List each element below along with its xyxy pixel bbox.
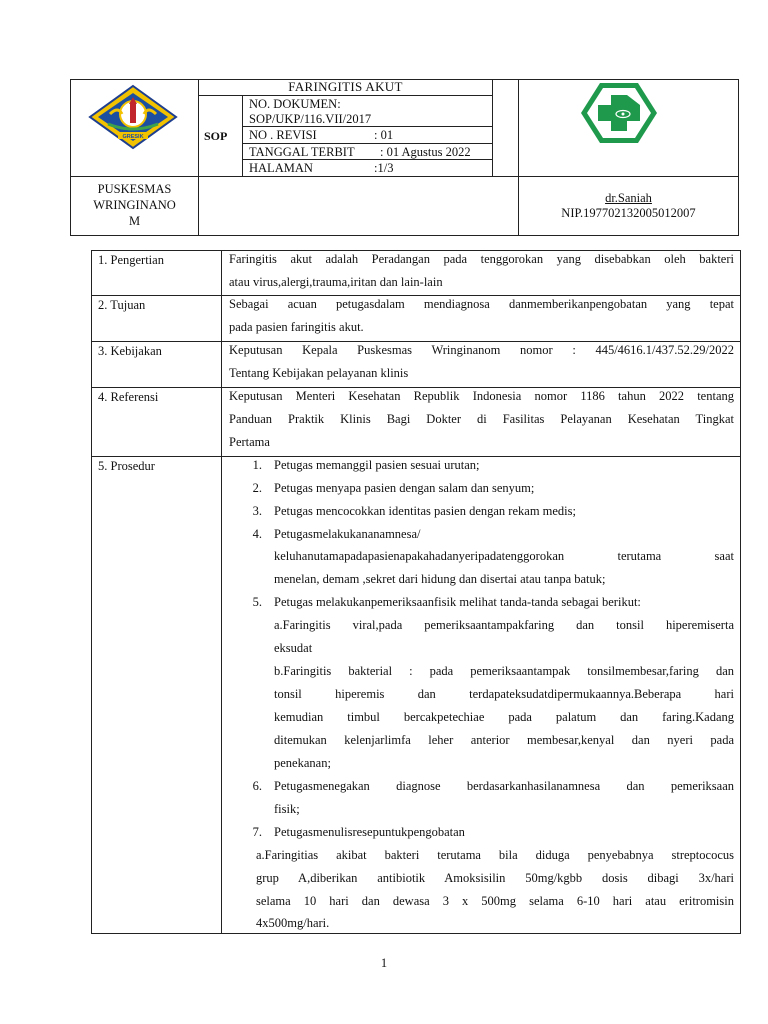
- list-item-number: 2.: [252, 481, 262, 495]
- no-revisi-value: : 01: [374, 128, 394, 142]
- list-item-continuation: menelan, demam ,sekret dari hidung dan disertai atau tanpa batuk;: [274, 572, 606, 586]
- tanggal-terbit-value: : 01 Agustus 2022: [380, 145, 471, 159]
- list-item-number: 3.: [252, 504, 262, 518]
- pengertian-line-2: atau virus,alergi,trauma,iritan dan lain-lain: [229, 275, 443, 289]
- row-label-prosedur: 5. Prosedur: [98, 459, 155, 473]
- list-item-continuation: ditemukan kelenjarlimfa leher anterior membesar,kenyal dan nyeri pada: [274, 733, 734, 747]
- document-title: FARINGITIS AKUT: [288, 79, 403, 94]
- kebijakan-line-1: Keputusan Kepala Puskesmas Wringinanom nomor : 445/4616.1/437.52.29/2022: [229, 343, 734, 357]
- list-item-continuation: fisik;: [274, 802, 300, 816]
- tujuan-line-1: Sebagai acuan petugasdalam mendiagnosa danmemberikanpengobatan yang tepat: [229, 297, 734, 311]
- org-name-line2: WRINGINANO: [93, 198, 176, 212]
- row-label-pengertian: 1. Pengertian: [98, 253, 164, 267]
- no-dokumen-value: SOP/UKP/116.VII/2017: [249, 112, 372, 126]
- list-item: Petugas mencocokkan identitas pasien dengan rekam medis;: [274, 504, 576, 518]
- logo-text: GRESIK: [122, 134, 144, 140]
- list-item-continuation: eksudat: [274, 641, 313, 655]
- no-revisi-label: NO . REVISI: [249, 128, 317, 142]
- pengertian-line-1: Faringitis akut adalah Peradangan pada tenggorokan yang disebabkan oleh bakteri: [229, 252, 734, 266]
- list-item-number: 5.: [252, 595, 262, 609]
- list-item: Petugas melakukanpemeriksaanfisik melihat tanda-tanda sebagai berikut:: [274, 595, 641, 609]
- prosedur-sub-line: grup A,diberikan antibiotik Amoksisilin 50mg/kgbb dosis dibagi 3x/hari: [256, 871, 734, 885]
- regency-logo: [88, 84, 178, 150]
- list-item: Petugas menyapa pasien dengan salam dan senyum;: [274, 481, 535, 495]
- prosedur-sub-line: selama 10 hari dan dewasa 3 x 500mg selama 6-10 hari atau eritromisin: [256, 894, 734, 908]
- list-item: Petugasmenulisresepuntukpengobatan: [274, 825, 465, 839]
- halaman-value: :1/3: [374, 161, 394, 175]
- row-label-kebijakan: 3. Kebijakan: [98, 344, 162, 358]
- list-item-number: 6.: [252, 779, 262, 793]
- tanggal-terbit-label: TANGGAL TERBIT: [249, 145, 355, 159]
- list-item-continuation: a.Faringitis viral,pada pemeriksaantampakfaring dan tonsil hiperemiserta: [274, 618, 734, 632]
- list-item-continuation: keluhanutamapadapasienapakahadanyeripadatenggorokan terutama saat: [274, 549, 734, 563]
- referensi-line-3: Pertama: [229, 435, 270, 449]
- list-item-continuation: tonsil hiperemis dan terdapateksudatdipermukaannya.Beberapa hari: [274, 687, 734, 701]
- list-item-continuation: kemudian timbul bercakpetechiae pada palatum dan faring.Kadang: [274, 710, 734, 724]
- row-label-referensi: 4. Referensi: [98, 390, 159, 404]
- row-label-tujuan: 2. Tujuan: [98, 298, 146, 312]
- kebijakan-line-2: Tentang Kebijakan pelayanan klinis: [229, 366, 409, 380]
- referensi-line-1: Keputusan Menteri Kesehatan Republik Indonesia nomor 1186 tahun 2022 tentang: [229, 389, 734, 403]
- list-item: Petugasmenegakan diagnose berdasarkanhasilanamnesa dan pemeriksaan: [274, 779, 734, 793]
- prosedur-sub-line: 4x500mg/hari.: [256, 916, 330, 930]
- list-item-continuation: penekanan;: [274, 756, 331, 770]
- list-item-number: 1.: [252, 458, 262, 472]
- org-name-line3: M: [128, 214, 141, 228]
- list-item: Petugasmelakukananamnesa/: [274, 527, 421, 541]
- health-cross-logo: [578, 80, 660, 146]
- signer-nip: NIP.197702132005012007: [561, 206, 696, 220]
- signer-name: dr.Saniah: [605, 191, 652, 205]
- list-item: Petugas memanggil pasien sesuai urutan;: [274, 458, 480, 472]
- sop-label: SOP: [204, 129, 228, 143]
- referensi-line-2: Panduan Praktik Klinis Bagi Dokter di Fasilitas Pelayanan Kesehatan Tingkat: [229, 412, 734, 426]
- list-item-number: 7.: [252, 825, 262, 839]
- list-item-continuation: b.Faringitis bakterial : pada pemeriksaantampak tonsilmembesar,faring dan: [274, 664, 734, 678]
- page-number: 1: [380, 956, 388, 970]
- org-name-line1: PUSKESMAS: [97, 182, 172, 196]
- no-dokumen-label: NO. DOKUMEN:: [249, 97, 341, 111]
- list-item-number: 4.: [252, 527, 262, 541]
- prosedur-sub-line: a.Faringitias akibat bakteri terutama bila diduga penyebabnya streptococus: [256, 848, 734, 862]
- halaman-label: HALAMAN: [249, 161, 313, 175]
- tujuan-line-2: pada pasien faringitis akut.: [229, 320, 364, 334]
